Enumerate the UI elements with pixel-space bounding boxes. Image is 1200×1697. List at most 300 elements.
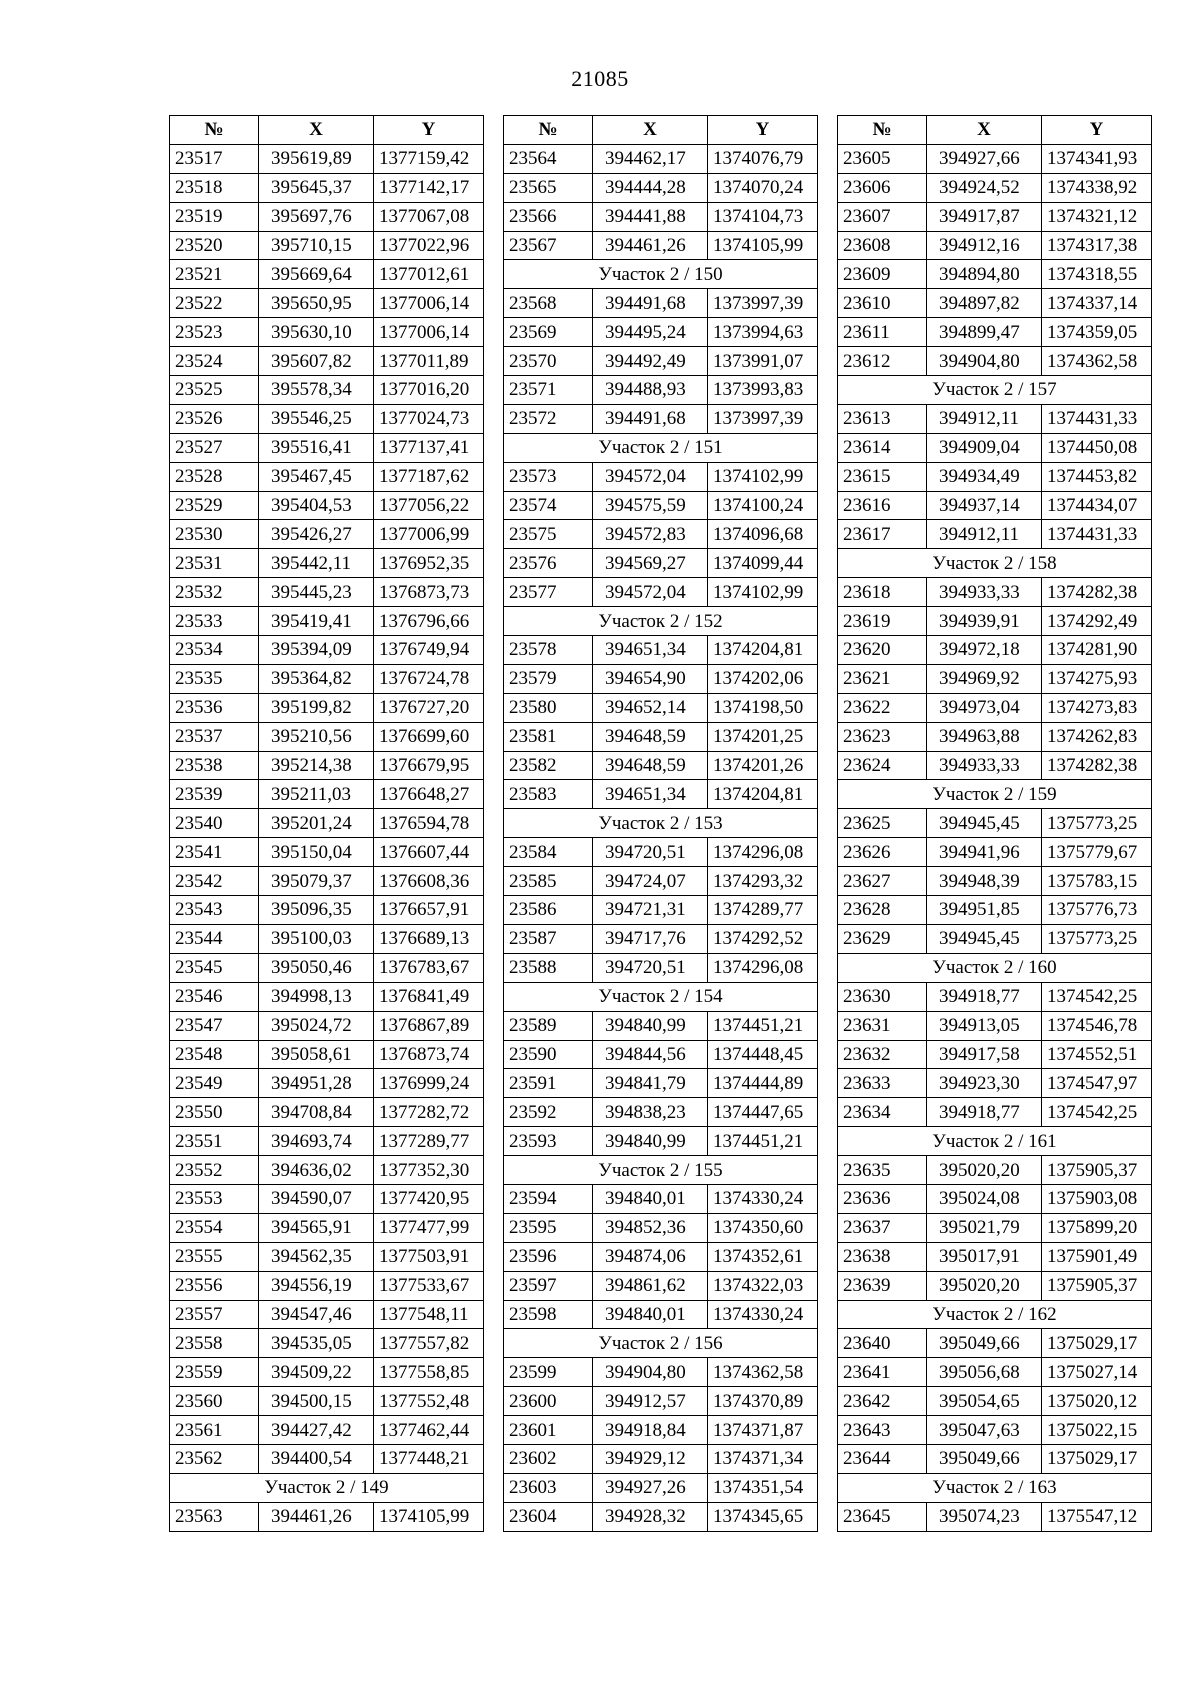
x-coordinate: 394945,45	[927, 924, 1042, 953]
y-coordinate: 1376657,91	[374, 896, 484, 925]
table-row	[170, 404, 484, 433]
x-coordinate: 394462,17	[593, 144, 708, 173]
table-row	[504, 1416, 818, 1445]
table-row	[838, 1358, 1152, 1387]
table-row	[170, 1184, 484, 1213]
table-row	[838, 722, 1152, 751]
x-coordinate: 394509,22	[259, 1358, 374, 1387]
table-row	[838, 607, 1152, 636]
x-coordinate: 394569,27	[593, 549, 708, 578]
table-row	[838, 1098, 1152, 1127]
x-coordinate: 394441,88	[593, 202, 708, 231]
y-coordinate: 1377187,62	[374, 462, 484, 491]
x-coordinate: 394927,66	[927, 144, 1042, 173]
table-row	[170, 809, 484, 838]
x-coordinate: 394535,05	[259, 1329, 374, 1358]
y-coordinate: 1375029,17	[1042, 1329, 1152, 1358]
x-coordinate: 394651,34	[593, 636, 708, 665]
y-coordinate: 1377448,21	[374, 1444, 484, 1473]
x-coordinate: 394720,51	[593, 953, 708, 982]
y-coordinate: 1374447,65	[708, 1098, 818, 1127]
header-num: №	[838, 116, 927, 145]
point-number: 23579	[504, 664, 593, 693]
point-number: 23545	[170, 953, 259, 982]
point-number: 23642	[838, 1387, 927, 1416]
table-row	[504, 1387, 818, 1416]
point-number: 23624	[838, 751, 927, 780]
point-number: 23617	[838, 520, 927, 549]
x-coordinate: 394894,80	[927, 260, 1042, 289]
coordinates-table-3	[837, 115, 1152, 1532]
y-coordinate: 1374431,33	[1042, 404, 1152, 433]
x-coordinate: 394636,02	[259, 1156, 374, 1185]
table-row	[504, 1040, 818, 1069]
point-number: 23576	[504, 549, 593, 578]
point-number: 23638	[838, 1242, 927, 1271]
point-number: 23573	[504, 462, 593, 491]
y-coordinate: 1373991,07	[708, 347, 818, 376]
point-number: 23591	[504, 1069, 593, 1098]
x-coordinate: 395419,41	[259, 607, 374, 636]
x-coordinate: 395364,82	[259, 664, 374, 693]
section-title: Участок 2 / 152	[504, 607, 818, 636]
x-coordinate: 394909,04	[927, 433, 1042, 462]
table-row	[504, 1011, 818, 1040]
y-coordinate: 1377533,67	[374, 1271, 484, 1300]
table-row	[170, 462, 484, 491]
table-row	[170, 549, 484, 578]
header-x: X	[593, 116, 708, 145]
y-coordinate: 1374370,89	[708, 1387, 818, 1416]
point-number: 23635	[838, 1156, 927, 1185]
table-row	[504, 1127, 818, 1156]
point-number: 23580	[504, 693, 593, 722]
table-row	[170, 1416, 484, 1445]
x-coordinate: 394444,28	[593, 173, 708, 202]
point-number: 23630	[838, 982, 927, 1011]
x-coordinate: 394927,26	[593, 1473, 708, 1502]
x-coordinate: 394861,62	[593, 1271, 708, 1300]
y-coordinate: 1374547,97	[1042, 1069, 1152, 1098]
point-number: 23583	[504, 780, 593, 809]
y-coordinate: 1374542,25	[1042, 982, 1152, 1011]
x-coordinate: 394912,16	[927, 231, 1042, 260]
point-number: 23563	[170, 1502, 259, 1531]
y-coordinate: 1377548,11	[374, 1300, 484, 1329]
y-coordinate: 1377067,08	[374, 202, 484, 231]
table-row	[838, 809, 1152, 838]
point-number: 23608	[838, 231, 927, 260]
x-coordinate: 394844,56	[593, 1040, 708, 1069]
table-row	[170, 664, 484, 693]
table-row	[838, 1011, 1152, 1040]
table-row	[170, 1069, 484, 1098]
y-coordinate: 1374204,81	[708, 636, 818, 665]
table-row	[838, 462, 1152, 491]
coordinates-table-2	[503, 115, 818, 1532]
table-row	[170, 1127, 484, 1156]
table-row	[504, 1502, 818, 1531]
x-coordinate: 394565,91	[259, 1213, 374, 1242]
point-number: 23524	[170, 347, 259, 376]
point-number: 23597	[504, 1271, 593, 1300]
table-row	[504, 1098, 818, 1127]
y-coordinate: 1376873,73	[374, 578, 484, 607]
table-row	[838, 1271, 1152, 1300]
x-coordinate: 394852,36	[593, 1213, 708, 1242]
x-coordinate: 394912,11	[927, 404, 1042, 433]
y-coordinate: 1374100,24	[708, 491, 818, 520]
y-coordinate: 1374076,79	[708, 144, 818, 173]
y-coordinate: 1377006,14	[374, 318, 484, 347]
y-coordinate: 1374330,24	[708, 1300, 818, 1329]
point-number: 23523	[170, 318, 259, 347]
point-number: 23618	[838, 578, 927, 607]
point-number: 23581	[504, 722, 593, 751]
y-coordinate: 1374451,21	[708, 1127, 818, 1156]
y-coordinate: 1377006,14	[374, 289, 484, 318]
table-row	[170, 578, 484, 607]
point-number: 23629	[838, 924, 927, 953]
table-row	[838, 924, 1152, 953]
x-coordinate: 394461,26	[259, 1502, 374, 1531]
point-number: 23600	[504, 1387, 593, 1416]
x-coordinate: 394951,85	[927, 896, 1042, 925]
table-row	[170, 144, 484, 173]
x-coordinate: 394972,18	[927, 636, 1042, 665]
table-row	[170, 318, 484, 347]
y-coordinate: 1375776,73	[1042, 896, 1152, 925]
y-coordinate: 1375783,15	[1042, 867, 1152, 896]
section-row	[504, 809, 818, 838]
table-row	[170, 260, 484, 289]
y-coordinate: 1377420,95	[374, 1184, 484, 1213]
x-coordinate: 394720,51	[593, 838, 708, 867]
y-coordinate: 1374096,68	[708, 520, 818, 549]
y-coordinate: 1377006,99	[374, 520, 484, 549]
point-number: 23528	[170, 462, 259, 491]
table-row	[170, 1040, 484, 1069]
y-coordinate: 1375901,49	[1042, 1242, 1152, 1271]
y-coordinate: 1377558,85	[374, 1358, 484, 1387]
x-coordinate: 395074,23	[927, 1502, 1042, 1531]
y-coordinate: 1374273,83	[1042, 693, 1152, 722]
y-coordinate: 1374444,89	[708, 1069, 818, 1098]
point-number: 23610	[838, 289, 927, 318]
table-row	[838, 693, 1152, 722]
y-coordinate: 1374105,99	[374, 1502, 484, 1531]
x-coordinate: 394841,79	[593, 1069, 708, 1098]
x-coordinate: 395047,63	[927, 1416, 1042, 1445]
point-number: 23641	[838, 1358, 927, 1387]
table-row	[838, 347, 1152, 376]
table-row	[170, 636, 484, 665]
point-number: 23561	[170, 1416, 259, 1445]
point-number: 23590	[504, 1040, 593, 1069]
table-row	[838, 1444, 1152, 1473]
section-row	[170, 1473, 484, 1502]
x-coordinate: 395199,82	[259, 693, 374, 722]
point-number: 23537	[170, 722, 259, 751]
x-coordinate: 394590,07	[259, 1184, 374, 1213]
x-coordinate: 394708,84	[259, 1098, 374, 1127]
point-number: 23567	[504, 231, 593, 260]
section-title: Участок 2 / 161	[838, 1127, 1152, 1156]
table-row	[504, 722, 818, 751]
y-coordinate: 1374292,49	[1042, 607, 1152, 636]
page-number: 21085	[571, 66, 629, 91]
section-title: Участок 2 / 154	[504, 982, 818, 1011]
y-coordinate: 1376796,66	[374, 607, 484, 636]
section-title: Участок 2 / 160	[838, 953, 1152, 982]
table-row	[504, 693, 818, 722]
point-number: 23602	[504, 1444, 593, 1473]
x-coordinate: 394973,04	[927, 693, 1042, 722]
x-coordinate: 395426,27	[259, 520, 374, 549]
point-number: 23553	[170, 1184, 259, 1213]
x-coordinate: 394491,68	[593, 404, 708, 433]
table-body	[838, 144, 1152, 1531]
x-coordinate: 395210,56	[259, 722, 374, 751]
x-coordinate: 395619,89	[259, 144, 374, 173]
table-row	[170, 1011, 484, 1040]
table-row	[170, 520, 484, 549]
table-row	[504, 491, 818, 520]
point-number: 23626	[838, 838, 927, 867]
x-coordinate: 395150,04	[259, 838, 374, 867]
y-coordinate: 1374102,99	[708, 578, 818, 607]
table-row	[170, 491, 484, 520]
point-number: 23588	[504, 953, 593, 982]
x-coordinate: 394488,93	[593, 376, 708, 405]
table-row	[504, 549, 818, 578]
y-coordinate: 1374345,65	[708, 1502, 818, 1531]
table-row	[170, 1387, 484, 1416]
y-coordinate: 1376841,49	[374, 982, 484, 1011]
table-row	[170, 1502, 484, 1531]
point-number: 23595	[504, 1213, 593, 1242]
point-number: 23565	[504, 173, 593, 202]
point-number: 23589	[504, 1011, 593, 1040]
x-coordinate: 395214,38	[259, 751, 374, 780]
point-number: 23601	[504, 1416, 593, 1445]
x-coordinate: 395394,09	[259, 636, 374, 665]
x-coordinate: 394572,04	[593, 578, 708, 607]
point-number: 23560	[170, 1387, 259, 1416]
table-row	[838, 318, 1152, 347]
x-coordinate: 394648,59	[593, 722, 708, 751]
y-coordinate: 1374201,25	[708, 722, 818, 751]
point-number: 23530	[170, 520, 259, 549]
table-row	[170, 202, 484, 231]
point-number: 23526	[170, 404, 259, 433]
table-row	[170, 1329, 484, 1358]
x-coordinate: 394721,31	[593, 896, 708, 925]
x-coordinate: 394693,74	[259, 1127, 374, 1156]
x-coordinate: 394912,57	[593, 1387, 708, 1416]
y-coordinate: 1374451,21	[708, 1011, 818, 1040]
point-number: 23552	[170, 1156, 259, 1185]
y-coordinate: 1374292,52	[708, 924, 818, 953]
point-number: 23568	[504, 289, 593, 318]
table-row	[504, 953, 818, 982]
y-coordinate: 1376727,20	[374, 693, 484, 722]
section-title: Участок 2 / 153	[504, 809, 818, 838]
x-coordinate: 394492,49	[593, 347, 708, 376]
x-coordinate: 394951,28	[259, 1069, 374, 1098]
table-row	[504, 173, 818, 202]
y-coordinate: 1377462,44	[374, 1416, 484, 1445]
point-number: 23571	[504, 376, 593, 405]
table-row	[838, 231, 1152, 260]
x-coordinate: 394572,04	[593, 462, 708, 491]
point-number: 23586	[504, 896, 593, 925]
point-number: 23549	[170, 1069, 259, 1098]
x-coordinate: 394840,99	[593, 1011, 708, 1040]
point-number: 23587	[504, 924, 593, 953]
point-number: 23622	[838, 693, 927, 722]
x-coordinate: 395050,46	[259, 953, 374, 982]
point-number: 23621	[838, 664, 927, 693]
table-row	[170, 1098, 484, 1127]
point-number: 23570	[504, 347, 593, 376]
table-row	[504, 1069, 818, 1098]
point-number: 23607	[838, 202, 927, 231]
y-coordinate: 1374352,61	[708, 1242, 818, 1271]
x-coordinate: 394547,46	[259, 1300, 374, 1329]
x-coordinate: 394562,35	[259, 1242, 374, 1271]
y-coordinate: 1376648,27	[374, 780, 484, 809]
point-number: 23550	[170, 1098, 259, 1127]
table-row	[170, 896, 484, 925]
section-row	[504, 982, 818, 1011]
point-number: 23556	[170, 1271, 259, 1300]
header-x: X	[927, 116, 1042, 145]
point-number: 23593	[504, 1127, 593, 1156]
point-number: 23609	[838, 260, 927, 289]
point-number: 23539	[170, 780, 259, 809]
point-number: 23598	[504, 1300, 593, 1329]
point-number: 23521	[170, 260, 259, 289]
y-coordinate: 1374102,99	[708, 462, 818, 491]
point-number: 23543	[170, 896, 259, 925]
x-coordinate: 395445,23	[259, 578, 374, 607]
table-row	[504, 289, 818, 318]
x-coordinate: 394937,14	[927, 491, 1042, 520]
point-number: 23569	[504, 318, 593, 347]
table-row	[504, 376, 818, 405]
table-row	[170, 924, 484, 953]
y-coordinate: 1374275,93	[1042, 664, 1152, 693]
point-number: 23640	[838, 1329, 927, 1358]
point-number: 23596	[504, 1242, 593, 1271]
x-coordinate: 394934,49	[927, 462, 1042, 491]
table-row	[838, 1213, 1152, 1242]
y-coordinate: 1377022,96	[374, 231, 484, 260]
point-number: 23559	[170, 1358, 259, 1387]
x-coordinate: 394899,47	[927, 318, 1042, 347]
y-coordinate: 1377352,30	[374, 1156, 484, 1185]
y-coordinate: 1374448,45	[708, 1040, 818, 1069]
table-row	[504, 462, 818, 491]
table-row	[504, 1473, 818, 1502]
y-coordinate: 1374296,08	[708, 953, 818, 982]
table-row	[504, 1242, 818, 1271]
x-coordinate: 394918,77	[927, 1098, 1042, 1127]
x-coordinate: 394948,39	[927, 867, 1042, 896]
point-number: 23572	[504, 404, 593, 433]
x-coordinate: 394724,07	[593, 867, 708, 896]
y-coordinate: 1375029,17	[1042, 1444, 1152, 1473]
x-coordinate: 394427,42	[259, 1416, 374, 1445]
point-number: 23529	[170, 491, 259, 520]
y-coordinate: 1376867,89	[374, 1011, 484, 1040]
table-body	[504, 144, 818, 1531]
y-coordinate: 1376608,36	[374, 867, 484, 896]
table-row	[838, 260, 1152, 289]
x-coordinate: 394500,15	[259, 1387, 374, 1416]
y-coordinate: 1377012,61	[374, 260, 484, 289]
x-coordinate: 395056,68	[927, 1358, 1042, 1387]
y-coordinate: 1374362,58	[708, 1358, 818, 1387]
coordinates-table-1	[169, 115, 484, 1532]
y-coordinate: 1374201,26	[708, 751, 818, 780]
x-coordinate: 394904,80	[927, 347, 1042, 376]
point-number: 23616	[838, 491, 927, 520]
table-row	[170, 1156, 484, 1185]
table-row	[504, 664, 818, 693]
point-number: 23632	[838, 1040, 927, 1069]
table-row	[170, 289, 484, 318]
table-row	[838, 1184, 1152, 1213]
y-coordinate: 1375020,12	[1042, 1387, 1152, 1416]
point-number: 23557	[170, 1300, 259, 1329]
y-coordinate: 1376679,95	[374, 751, 484, 780]
x-coordinate: 395054,65	[927, 1387, 1042, 1416]
point-number: 23599	[504, 1358, 593, 1387]
section-title: Участок 2 / 155	[504, 1156, 818, 1185]
section-title: Участок 2 / 156	[504, 1329, 818, 1358]
y-coordinate: 1374281,90	[1042, 636, 1152, 665]
table-row	[838, 173, 1152, 202]
y-coordinate: 1374204,81	[708, 780, 818, 809]
y-coordinate: 1377142,17	[374, 173, 484, 202]
table-row	[504, 1358, 818, 1387]
section-title: Участок 2 / 159	[838, 780, 1152, 809]
point-number: 23585	[504, 867, 593, 896]
y-coordinate: 1377282,72	[374, 1098, 484, 1127]
y-coordinate: 1375905,37	[1042, 1271, 1152, 1300]
x-coordinate: 394913,05	[927, 1011, 1042, 1040]
point-number: 23574	[504, 491, 593, 520]
x-coordinate: 394838,23	[593, 1098, 708, 1127]
section-title: Участок 2 / 162	[838, 1300, 1152, 1329]
point-number: 23564	[504, 144, 593, 173]
table-header-row	[170, 116, 484, 145]
y-coordinate: 1374362,58	[1042, 347, 1152, 376]
x-coordinate: 394923,30	[927, 1069, 1042, 1098]
table-row	[838, 982, 1152, 1011]
point-number: 23562	[170, 1444, 259, 1473]
y-coordinate: 1374282,38	[1042, 578, 1152, 607]
table-row	[504, 318, 818, 347]
x-coordinate: 395079,37	[259, 867, 374, 896]
table-row	[838, 202, 1152, 231]
x-coordinate: 394491,68	[593, 289, 708, 318]
table-row	[170, 231, 484, 260]
point-number: 23604	[504, 1502, 593, 1531]
y-coordinate: 1374198,50	[708, 693, 818, 722]
